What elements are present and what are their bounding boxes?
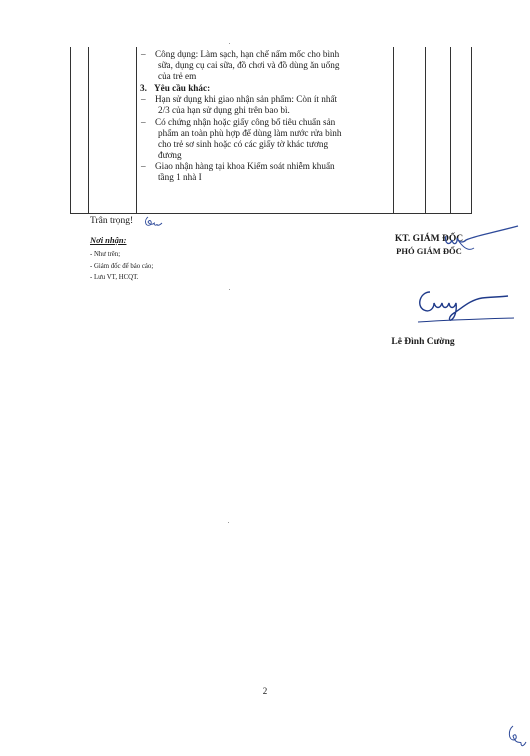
bullet-continuation: của trẻ em	[158, 71, 197, 82]
handwritten-signature-icon	[408, 284, 518, 330]
bullet-dash: –	[141, 160, 146, 171]
bullet-text: Công dụng: Làm sạch, hạn chế nấm mốc cho bình	[155, 49, 340, 59]
section-title: Yêu cầu khác:	[154, 83, 211, 94]
bullet-item	[140, 94, 388, 105]
bullet-item	[140, 117, 388, 128]
page-number: 2	[262, 686, 268, 696]
scan-speck	[228, 522, 229, 523]
signature-subtitle: PHÓ GIÁM ĐỐC	[396, 246, 462, 256]
table-border-left	[70, 47, 71, 213]
closing-text: Trân trọng!	[90, 216, 134, 226]
bullet-continuation: phẩm an toàn phù hợp để dùng làm nước rửa bình	[158, 127, 342, 138]
table-divider	[425, 47, 426, 213]
recipient-item: - Như trên;	[90, 251, 121, 258]
bullet-item	[140, 49, 388, 60]
table-divider	[393, 47, 394, 213]
table-border-right	[471, 47, 472, 213]
signer-name: Lê Đình Cường	[391, 337, 455, 347]
bullet-text: Có chứng nhận hoặc giấy công bố tiêu chuẩn sản	[155, 116, 336, 127]
initials-signature-icon	[506, 722, 528, 752]
bullet-continuation: đương	[158, 149, 182, 160]
requirements-table	[70, 47, 472, 213]
table-divider	[136, 47, 137, 213]
bullet-continuation: 2/3 của hạn sử dụng ghi trên bao bì.	[158, 105, 290, 116]
table-cell-description	[140, 49, 388, 183]
bullet-dash: –	[141, 116, 146, 127]
table-divider	[450, 47, 451, 213]
bullet-continuation: sữa, dụng cụ cai sữa, đồ chơi và đồ dùng ăn uống	[158, 60, 340, 71]
bullet-dash: –	[141, 94, 146, 105]
recipient-item: - Giám đốc để báo cáo;	[90, 262, 154, 270]
initials-signature-icon	[440, 222, 522, 262]
bullet-continuation: cho trẻ sơ sinh hoặc có các giấy tờ khác tương	[158, 138, 329, 149]
signature-title: KT. GIÁM ĐỐC	[394, 234, 464, 244]
recipients-title: Nơi nhận:	[90, 235, 127, 245]
table-border-bottom	[70, 213, 472, 214]
scan-speck	[229, 43, 230, 44]
table-divider	[88, 47, 89, 213]
bullet-text: Giao nhận hàng tại khoa Kiểm soát nhiễm khuẩn	[155, 160, 335, 171]
initials-signature-icon	[142, 214, 164, 230]
section-heading	[140, 83, 388, 94]
bullet-dash: –	[141, 49, 146, 59]
bullet-item	[140, 161, 388, 172]
section-number: 3.	[140, 83, 147, 94]
recipient-item: - Lưu VT, HCQT.	[90, 274, 139, 281]
bullet-continuation: tầng 1 nhà I	[158, 172, 202, 183]
recipients-list	[90, 249, 153, 284]
scan-speck	[229, 289, 230, 290]
bullet-text: Hạn sử dụng khi giao nhận sản phẩm: Còn ít nhất	[155, 94, 338, 105]
